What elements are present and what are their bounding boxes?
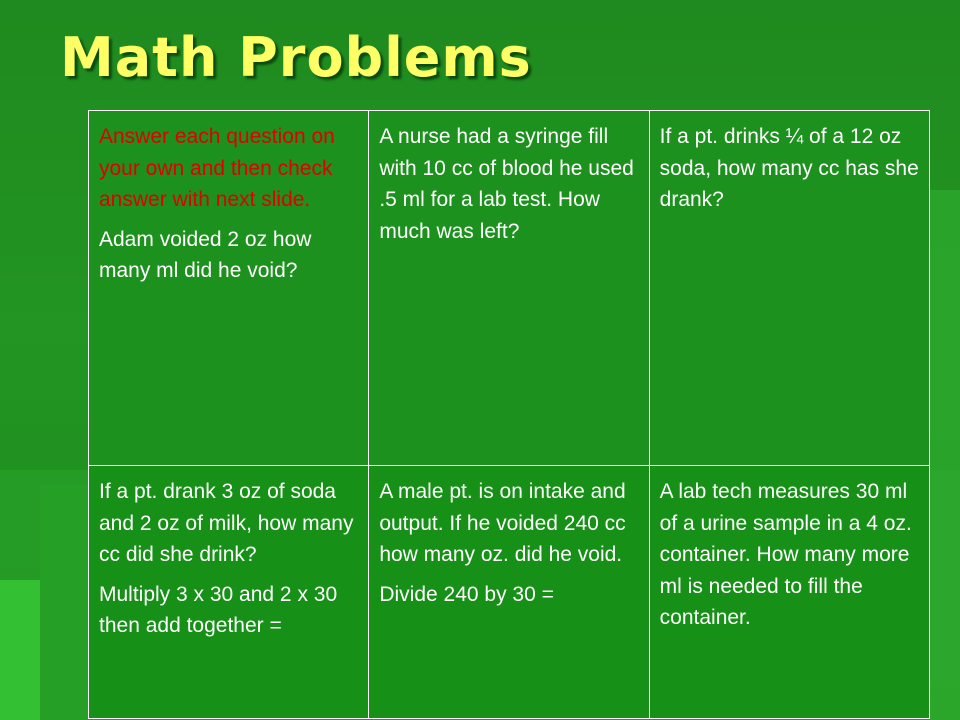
table-row [89, 466, 930, 719]
problem-text: A lab tech measures 30 ml of a urine sample in a 4 oz. container. How many more ml is needed to fill the container. [659, 480, 912, 629]
instruction-text: Answer each question on your own and then check answer with next slide. [99, 125, 335, 211]
table-row [89, 111, 930, 466]
answer-hint: Divide 240 by 30 = [379, 582, 554, 606]
table-cell-instructions [89, 111, 369, 466]
problem-text: A male pt. is on intake and output. If he voided 240 cc how many oz. did he void. [379, 480, 626, 566]
problem-text: If a pt. drinks ¼ of a 12 oz soda, how many cc has she drank? [659, 125, 919, 211]
table-cell-problem [649, 466, 929, 719]
background-accent-right [930, 190, 960, 720]
table-cell-problem [369, 466, 649, 719]
slide-title: Math Problems [60, 26, 532, 89]
problem-text: If a pt. drank 3 oz of soda and 2 oz of milk, how many cc did she drink? [99, 480, 354, 566]
problem-text: Adam voided 2 oz how many ml did he void? [99, 227, 312, 282]
answer-hint: Multiply 3 x 30 and 2 x 30 then add together = [99, 582, 338, 637]
table-cell-problem [649, 111, 929, 466]
table-cell-problem [89, 466, 369, 719]
problems-table [88, 110, 930, 719]
table-cell-problem [369, 111, 649, 466]
background-accent-left [0, 580, 40, 720]
problem-text: A nurse had a syringe fill with 10 cc of blood he used .5 ml for a lab test. How much was left? [379, 125, 634, 243]
